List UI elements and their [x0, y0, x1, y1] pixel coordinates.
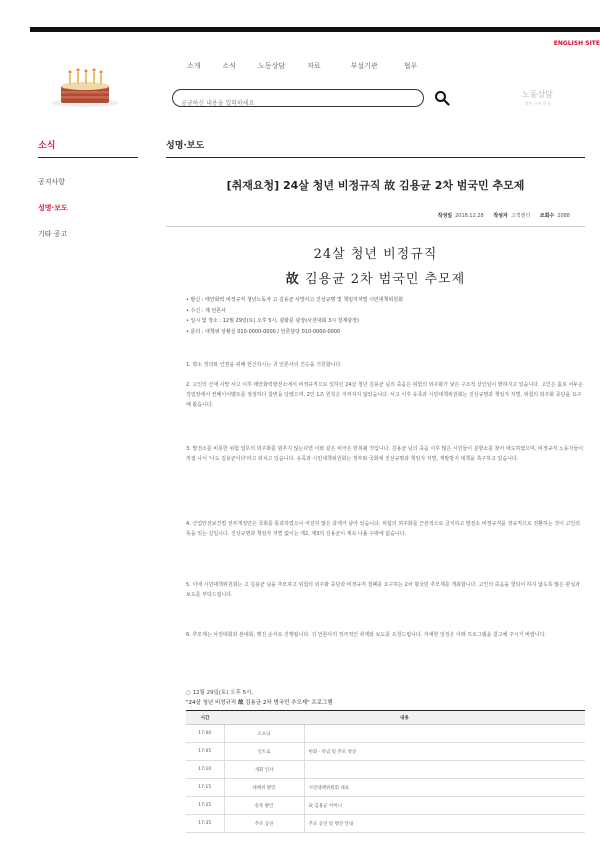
nav-item-news[interactable]: 소식	[222, 62, 237, 70]
paragraph-4: 4. 산업안전보건법 전부개정안은 국회를 통과하였으나 여전히 많은 과제가 남아 있습니다. 위험의 외주화를 근본적으로 금지하고 발전소 비정규직을 정규직으로 전환하는 것이 고인의 뜻을 잇는 길입니다. 진상규명과 책임자 처벌 없이는 제2, 제3의 김용균이 계속 나올 수밖에 없습니다.	[186, 521, 580, 537]
brand-right-logo[interactable]	[522, 89, 553, 107]
brand-right-title: 노동상담	[522, 90, 553, 99]
table-row	[186, 725, 585, 743]
document-title-rest: 김용균 2차 범국민 추모제	[304, 272, 466, 287]
english-site-link[interactable]: ENGLISH SITE	[553, 40, 600, 47]
schedule-note-post: 김용균 2차 범국민 추모제" 프로그램	[245, 700, 333, 706]
meta-views-label: 조회수	[539, 213, 555, 219]
schedule-desc: 시민대책위원회 대표	[304, 779, 585, 797]
section-title: 성명·보도	[166, 141, 205, 151]
top-bar	[30, 27, 600, 32]
schedule-desc: 헌화 · 묵념 및 추모 영상	[304, 743, 585, 761]
bullet-sender: • 발신 : 태안화력 비정규직 청년노동자 고 김용균 사망사고 진상규명 및 책임자처벌 시민대책위원회	[186, 297, 403, 303]
sidebar-item-statements[interactable]: 성명·보도	[38, 204, 68, 212]
schedule-item: 유족 발언	[224, 797, 304, 815]
meta-divider	[166, 226, 585, 227]
brand-right-subtitle: 작은 글씨 안내	[524, 101, 551, 106]
schedule-note	[186, 688, 333, 708]
bullet-datetime: • 일시 및 장소 : 12월 29일(토) 오후 5시, 광화문 광장(사전대회 3시 청계광장)	[186, 318, 359, 324]
schedule-time: 17:05	[186, 743, 224, 761]
schedule-note-bold: 故	[237, 700, 244, 706]
bullet-recipient: • 수신 : 제 언론사	[186, 307, 226, 314]
search-icon[interactable]	[434, 90, 450, 106]
schedule-desc: 故 김용균 어머니	[304, 797, 585, 815]
schedule-item: 개회 인사	[224, 761, 304, 779]
table-row	[186, 797, 585, 815]
schedule-note-line1: ○ 12월 29일(토) 오후 5시,	[186, 690, 254, 696]
schedule-time: 17:15	[186, 779, 224, 797]
schedule-time: 17:00	[186, 725, 224, 743]
document-title-line1: 24살 청년 비정규직	[313, 247, 438, 262]
cake-logo-icon[interactable]	[48, 64, 122, 108]
schedule-header-content: 내용	[224, 711, 585, 725]
schedule-desc: 추모 공연 및 행진 안내	[304, 815, 585, 833]
meta-date: 2018.12.28	[455, 213, 484, 219]
schedule-desc	[304, 725, 585, 743]
table-row	[186, 779, 585, 797]
sidebar-item-other-notices[interactable]: 기타 공고	[38, 230, 68, 238]
schedule-time: 17:25	[186, 797, 224, 815]
schedule-note-pre: "24살 청년 비정규직	[186, 700, 237, 706]
schedule-item: 인트로	[224, 743, 304, 761]
sidebar-title: 소식	[38, 141, 56, 151]
search-input[interactable]	[173, 96, 423, 112]
schedule-note-line2	[186, 698, 333, 708]
bullet-contact: • 문의 : 대책위 상황실 010-0000-0000 / 언론담당 010-0000-0000	[186, 328, 341, 335]
document-title-lead: 故	[285, 272, 300, 287]
schedule-item: 추모 공연	[224, 815, 304, 833]
schedule-desc	[304, 761, 585, 779]
table-row	[186, 815, 585, 833]
table-row	[186, 761, 585, 779]
meta-author: 고객센터	[510, 213, 531, 219]
sidebar-divider	[38, 157, 138, 158]
section-divider	[166, 157, 585, 158]
table-row	[186, 743, 585, 761]
schedule-item: 대책위 발언	[224, 779, 304, 797]
nav-item-support[interactable]: 협우	[403, 62, 418, 70]
paragraph-3: 3. 발전소를 비롯한 위험 업무의 외주화를 멈추지 않는다면 이와 같은 비극은 반복될 것입니다. 김용균 님의 죽음 이후 많은 시민들이 분향소를 찾아 애도하였으며, 비정규직 노동자들이 직접 나서 '나도 김용균이다'라고 외치고 있습니다. 유족과 시민대책위원회는 정부와 국회에 진상규명과 책임자 처벌, 재발방지 대책을 촉구하고 있습니다.	[186, 446, 584, 462]
sidebar-menu	[38, 177, 68, 255]
nav-item-counsel[interactable]: 노동상담	[258, 62, 286, 70]
post-title: [취재요청] 24살 청년 비정규직 故 김용균 2차 범국민 추모제	[226, 179, 525, 192]
schedule-header-row	[186, 711, 585, 725]
meta-date-label: 작성일	[437, 213, 453, 219]
schedule-item: 오프닝	[224, 725, 304, 743]
document-title-line2	[166, 268, 585, 287]
main-nav	[187, 61, 417, 71]
paragraph-1: 1. 평소 정의와 인권을 위해 헌신하시는 귀 언론사의 건승을 기원합니다.	[186, 362, 342, 368]
nav-item-about[interactable]: 소개	[187, 62, 201, 70]
schedule-header-time: 시간	[186, 711, 224, 725]
paragraph-2: 2. 고인의 산재 사망 사고 이후 태안화력발전소에서 비정규직으로 일하던 24살 청년 김용균 님의 죽음은 위험의 외주화가 낳은 구조적 살인임이 밝혀지고 있습니다. 고인은 홀로 어두운 작업장에서 컨베이어벨트를 점검하다 참변을 당했으며, 2인 1조 원칙은 지켜지지 않았습니다. 사고 이후 유족과 시민대책위원회는 진상규명과 책임자 처벌, 위험의 외주화 중단을 요구해 왔습니다.	[186, 382, 584, 408]
schedule-table	[186, 710, 585, 833]
meta-views: 2088	[557, 213, 570, 219]
nav-item-resources[interactable]: 자료	[307, 62, 321, 70]
sidebar-item-notices[interactable]: 공지사항	[38, 178, 66, 186]
paragraph-5: 5. 이에 시민대책위원회는 고 김용균 님을 추모하고 위험의 외주화 중단과 비정규직 철폐를 요구하는 2차 범국민 추모제를 개최합니다. 고인의 죽음을 헛되이 하지 않도록 많은 관심과 보도를 부탁드립니다.	[186, 582, 580, 598]
post-meta	[438, 212, 570, 219]
schedule-time: 17:10	[186, 761, 224, 779]
nav-item-affiliates[interactable]: 부설기관	[350, 62, 378, 70]
search-box	[172, 89, 424, 107]
info-bullets	[186, 296, 585, 338]
paragraph-6: 6. 추모제는 사전대회와 본대회, 행진 순서로 진행됩니다. 귀 언론사의 적극적인 취재와 보도를 요청드립니다. 자세한 일정은 아래 프로그램을 참고해 주시기 바랍니다.	[186, 632, 547, 638]
schedule-time: 17:35	[186, 815, 224, 833]
meta-author-label: 작성자	[493, 213, 508, 219]
